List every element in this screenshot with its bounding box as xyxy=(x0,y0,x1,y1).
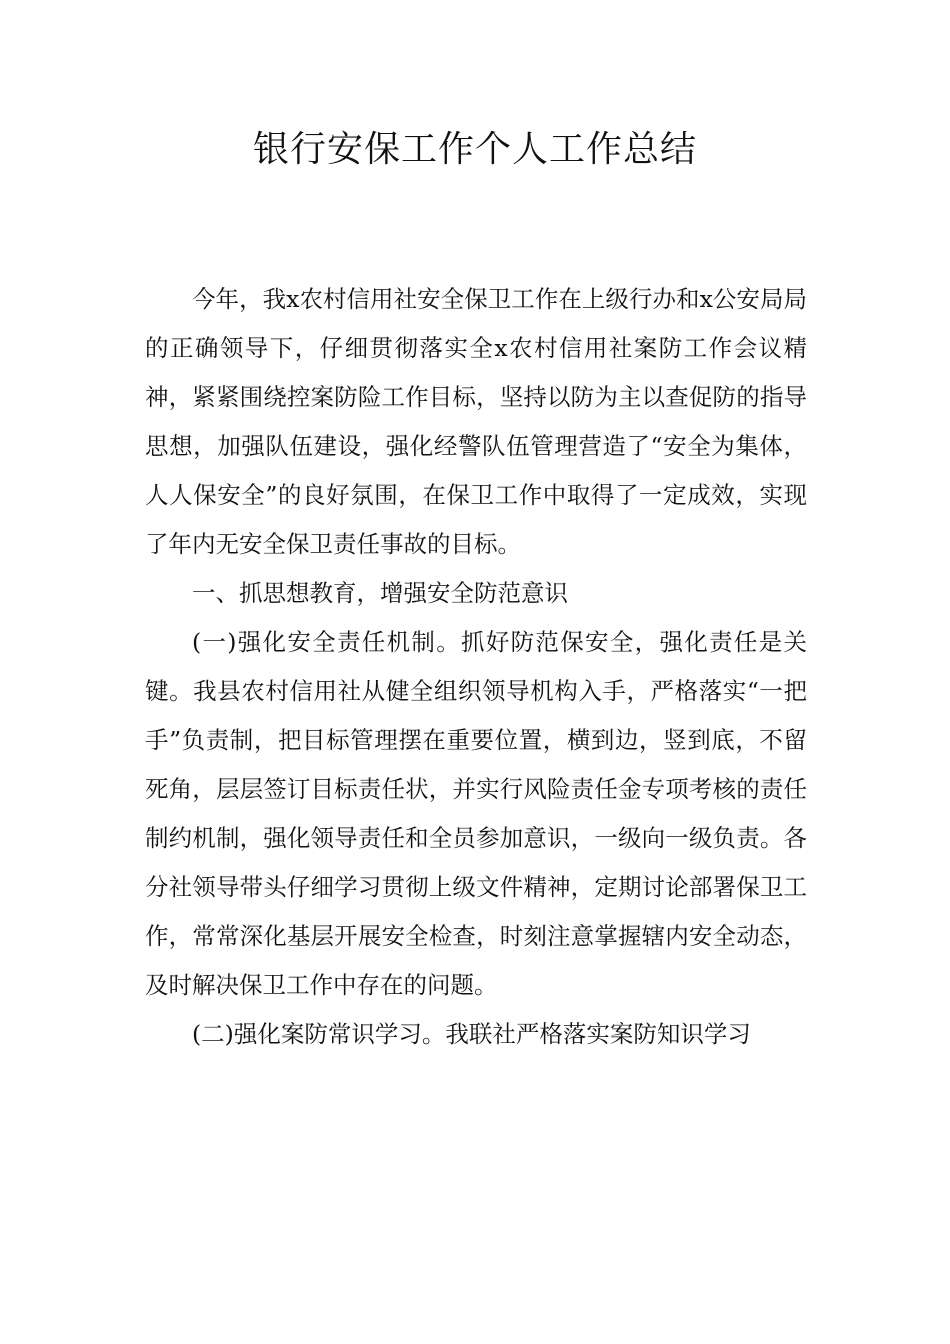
paragraph-responsibility: (一)强化安全责任机制。抓好防范保安全，强化责任是关键。我县农村信用社从健全组织领导机构入手，严格落实“一把手”负责制，把目标管理摆在重要位置，横到边，竖到底，不留死角，层层签订目标责任状，并实行风险责任金专项考核的责任制约机制，强化领导责任和全员参加意识，一级向一级负责。各分社领导带头仔细学习贯彻上级文件精神，定期讨论部署保卫工作，常常深化基层开展安全检查，时刻注意掌握辖内安全动态，及时解决保卫工作中存在的问题。 xyxy=(145,628,807,999)
section-heading: 一、抓思想教育，增强安全防范意识 xyxy=(192,579,568,607)
paragraph-intro: 今年，我x农村信用社安全保卫工作在上级行办和x公安局局的正确领导下，仔细贯彻落实全x农村信用社案防工作会议精神，紧紧围绕控案防险工作目标，坚持以防为主以查促防的指导思想，加强队伍建设，强化经警队伍管理营造了“安全为集体，人人保安全”的良好氛围，在保卫工作中取得了一定成效，实现了年内无安全保卫责任事故的目标。 xyxy=(145,285,807,558)
document-title: 银行安保工作个人工作总结 xyxy=(252,129,697,170)
document-body xyxy=(145,275,807,1059)
paragraph-study: (二)强化案防常识学习。我联社严格落实案防知识学习 xyxy=(192,1020,751,1048)
